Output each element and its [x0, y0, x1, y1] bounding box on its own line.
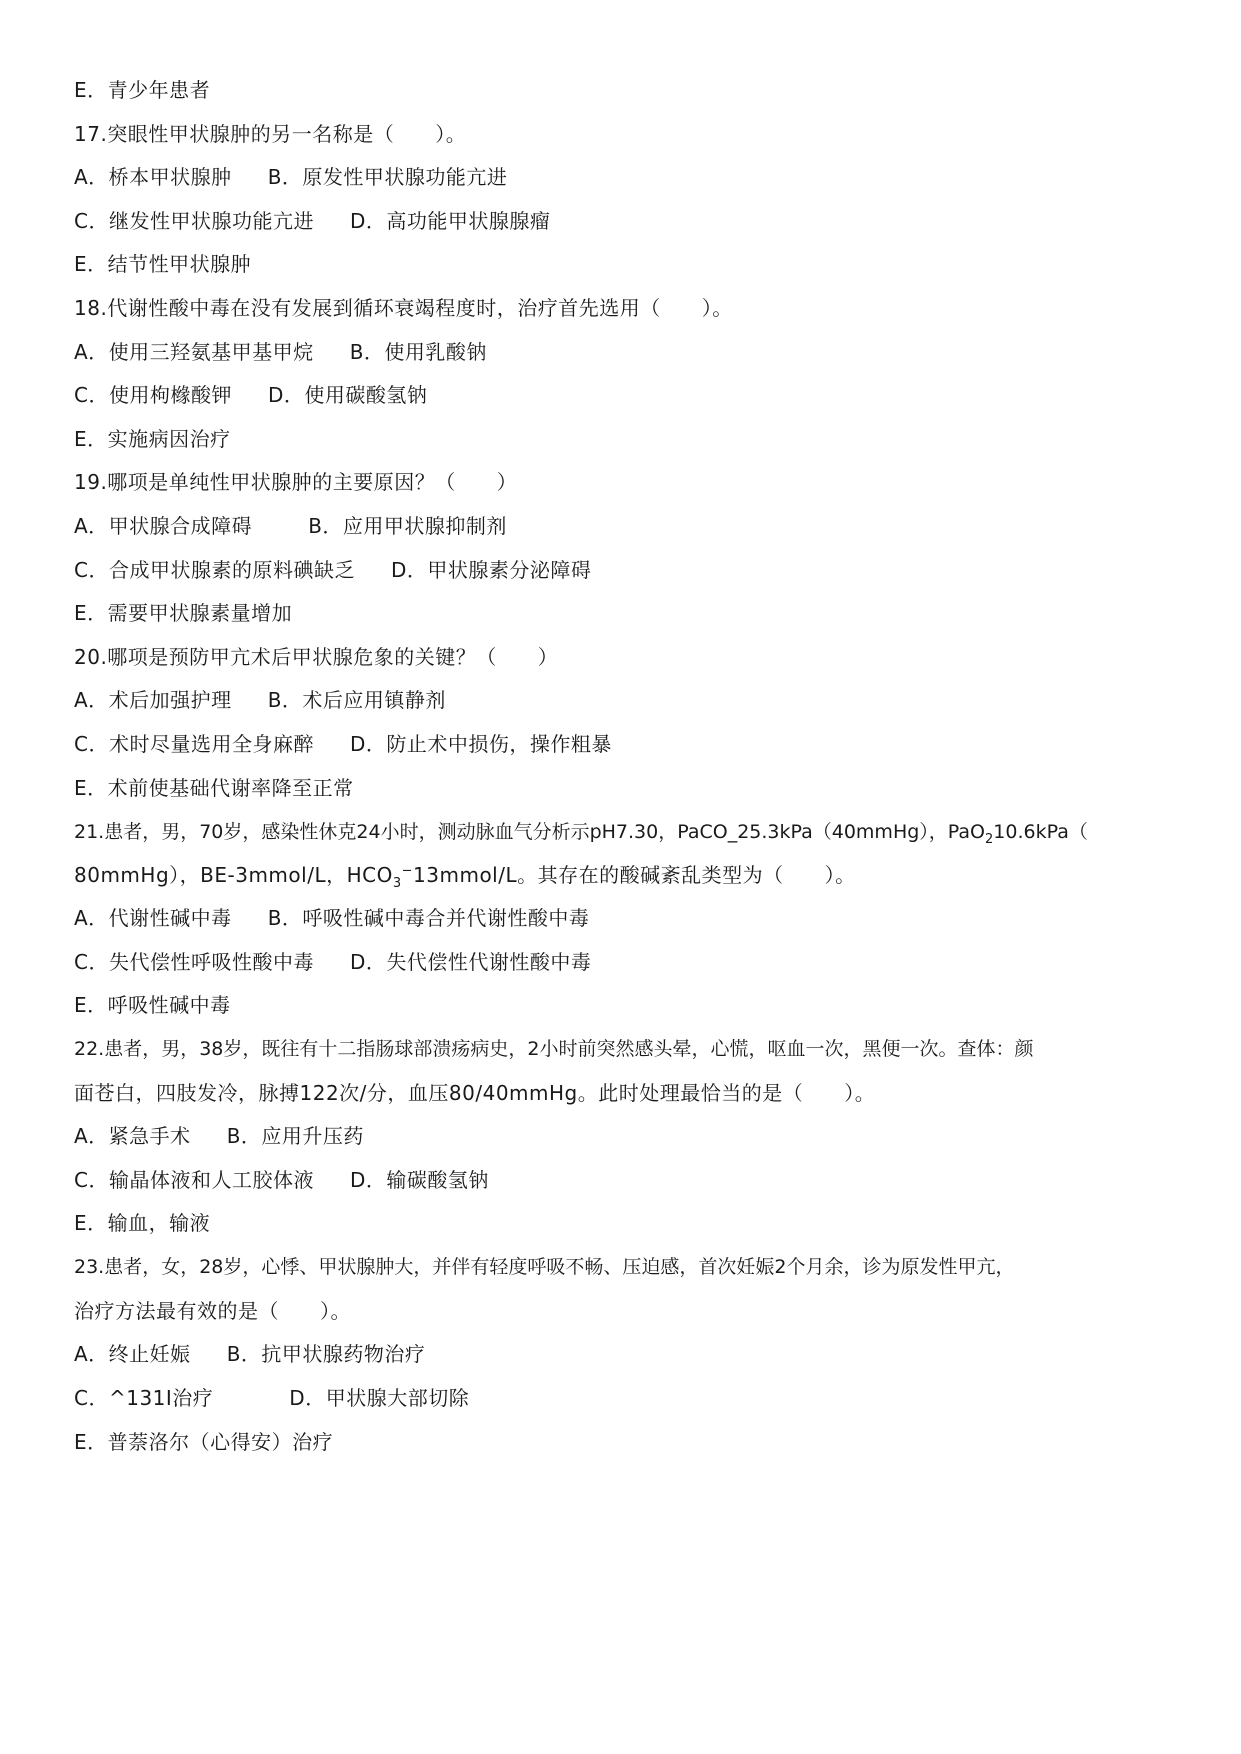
q23-option-b: B．抗甲状腺药物治疗 [226, 1342, 426, 1366]
q18-options-ab [74, 338, 487, 366]
q20-option-b: B．术后应用镇静剂 [267, 688, 446, 712]
q19-stem: 19.哪项是单纯性甲状腺肿的主要原因？（ ） [74, 470, 518, 494]
q17-option-b: B．原发性甲状腺功能亢进 [267, 165, 508, 189]
q17-option-e: E．结节性甲状腺肿 [74, 252, 252, 276]
q17-options-cd [74, 207, 550, 235]
q19-options-cd [74, 556, 591, 584]
q21-option-d: D．失代偿性代谢性酸中毒 [349, 950, 592, 974]
q21-options-cd [74, 948, 591, 976]
q22-option-b: B．应用升压药 [226, 1124, 364, 1148]
q20-options-ab [74, 686, 446, 714]
q19-option-b: B．应用甲状腺抑制剂 [308, 514, 507, 538]
q22-stem-line1: 22.患者，男，38岁，既往有十二指肠球部溃疡病史，2小时前突然感头晕，心慌，呕血一次，黑便一次。查体：颜 [74, 1038, 1034, 1060]
q18-option-a: A．使用三羟氨基甲基甲烷 [74, 340, 314, 364]
q21-options-ab [74, 904, 589, 932]
q17-stem: 17.突眼性甲状腺肿的另一名称是（ ）。 [74, 122, 467, 146]
q22-options-ab [74, 1122, 364, 1150]
q21-stem-line1: 21.患者，男，70岁，感染性休克24小时，测动脉血气分析示pH7.30，PaCO_25.3kPa（40mmHg），PaO$_2$10.6kPa（ [74, 821, 1088, 847]
q23-option-c: C．^131I治疗 [74, 1386, 214, 1410]
q18-option-e: E．实施病因治疗 [74, 427, 231, 451]
q17-options-ab [74, 163, 507, 191]
q20-option-d: D．防止术中损伤，操作粗暴 [349, 732, 612, 756]
q22-options-cd [74, 1166, 489, 1194]
q17-option-d: D．高功能甲状腺腺瘤 [349, 209, 551, 233]
q18-stem: 18.代谢性酸中毒在没有发展到循环衰竭程度时，治疗首先选用（ ）。 [74, 296, 733, 320]
q21-option-c: C．失代偿性呼吸性酸中毒 [74, 950, 314, 974]
q16-option-e: E．青少年患者 [74, 78, 211, 102]
q21-stem-line2: 80mmHg），BE-3mmol/L，$HCO_3^-13mmol/L$。其存在的酸碱紊乱类型为（ ）。 [74, 863, 856, 891]
q22-option-e: E．输血，输液 [74, 1211, 211, 1235]
q18-options-cd [74, 381, 427, 409]
q17-option-a: A．桥本甲状腺肿 [74, 165, 232, 189]
q21-option-b: B．呼吸性碱中毒合并代谢性酸中毒 [267, 906, 590, 930]
q23-option-e: E．普萘洛尔（心得安）治疗 [74, 1430, 334, 1454]
q23-option-a: A．终止妊娠 [74, 1342, 191, 1366]
q19-options-ab [74, 512, 507, 540]
q19-option-d: D．甲状腺素分泌障碍 [390, 558, 592, 582]
q19-option-c: C．合成甲状腺素的原料碘缺乏 [74, 558, 355, 582]
q19-option-e: E．需要甲状腺素量增加 [74, 601, 293, 625]
q22-stem-line2: 面苍白，四肢发冷，脉搏122次/分，血压80/40mmHg。此时处理最恰当的是（ ）。 [74, 1081, 876, 1105]
q22-option-d: D．输碳酸氢钠 [349, 1168, 489, 1192]
q20-option-c: C．术时尽量选用全身麻醉 [74, 732, 314, 756]
q22-option-c: C．输晶体液和人工胶体液 [74, 1168, 314, 1192]
q21-option-a: A．代谢性碱中毒 [74, 906, 232, 930]
q18-option-c: C．使用枸橼酸钾 [74, 383, 232, 407]
q22-option-a: A．紧急手术 [74, 1124, 191, 1148]
q20-option-e: E．术前使基础代谢率降至正常 [74, 776, 354, 800]
q23-options-cd [74, 1384, 469, 1412]
q20-stem: 20.哪项是预防甲亢术后甲状腺危象的关键？（ ） [74, 645, 559, 669]
q23-option-d: D．甲状腺大部切除 [289, 1386, 470, 1410]
q20-option-a: A．术后加强护理 [74, 688, 232, 712]
q18-option-b: B．使用乳酸钠 [349, 340, 487, 364]
q23-stem-line1: 23.患者，女，28岁，心悸、甲状腺肿大，并伴有轻度呼吸不畅、压迫感，首次妊娠2个月余，诊为原发性甲亢， [74, 1256, 1015, 1278]
q18-option-d: D．使用碳酸氢钠 [267, 383, 428, 407]
q19-option-a: A．甲状腺合成障碍 [74, 514, 253, 538]
q17-option-c: C．继发性甲状腺功能亢进 [74, 209, 314, 233]
q20-options-cd [74, 730, 612, 758]
q23-stem-line2: 治疗方法最有效的是（ ）。 [74, 1299, 351, 1323]
q23-options-ab [74, 1340, 425, 1368]
q21-option-e: E．呼吸性碱中毒 [74, 993, 231, 1017]
